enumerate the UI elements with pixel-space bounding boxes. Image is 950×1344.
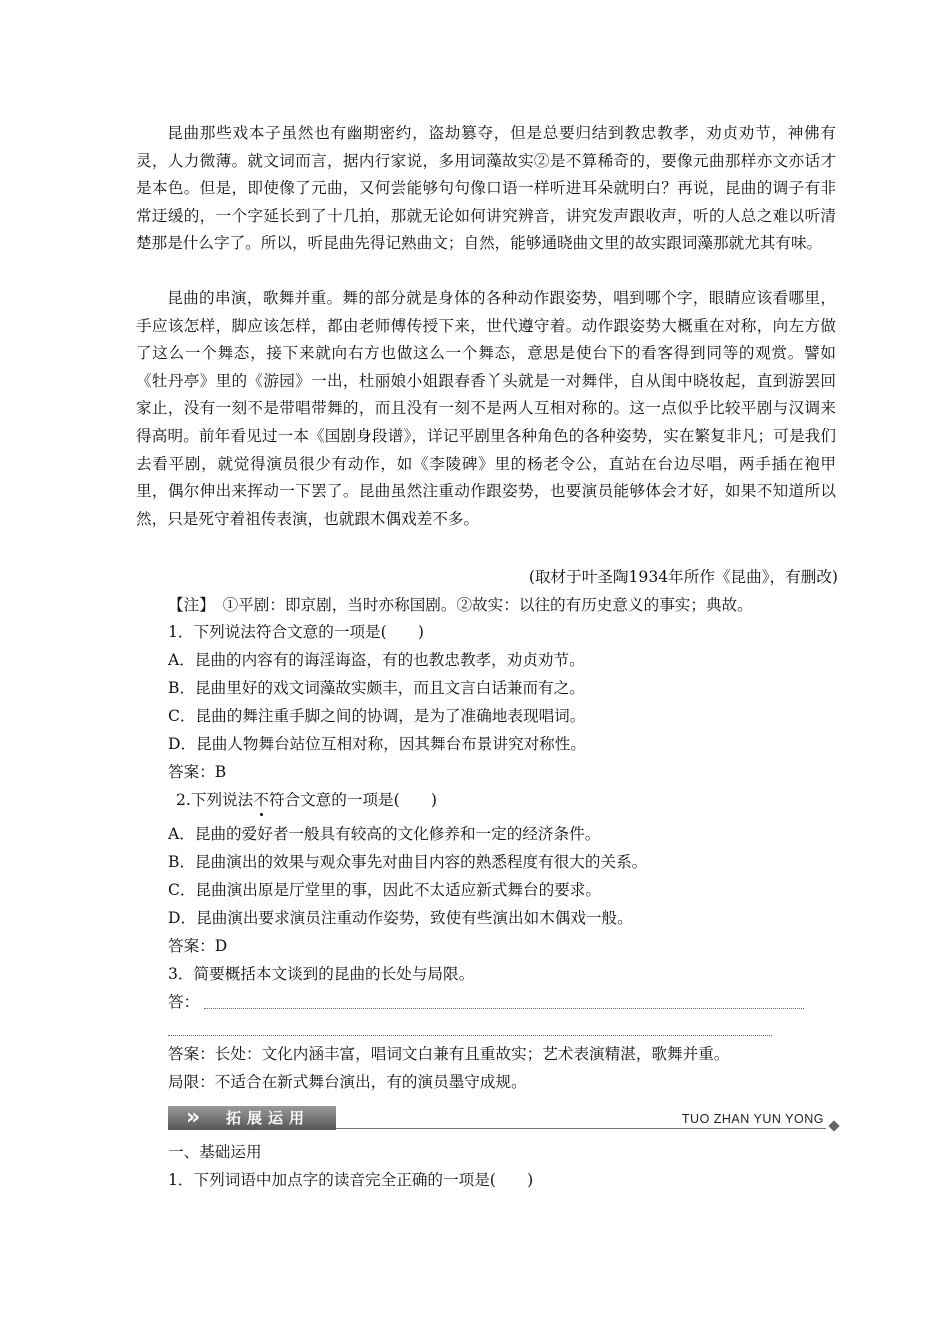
passage-paragraph-1: 昆曲那些戏本子虽然也有幽期密约，盗劫篡夺，但是总要归结到教忠教孝，劝贞劝节，神佛有灵，人力微薄。就文词而言，据内行家说，多用词藻故实②是不算稀奇的，要像元曲那样亦文亦话才是本色。但是，即使像了元曲，又何尝能够句句像口语一样听进耳朵就明白？再说，昆曲的调子有非常迂缓的，一个字延长到了十几拍，那就无论如何讲究辨音，讲究发声跟收声，听的人总之难以听清楚那是什么字了。所以，听昆曲先得记熟曲文；自然，能够通晓曲文里的故实跟词藻那就尤其有味。: [136, 124, 836, 253]
question-3-stem: 3．简要概括本文谈到的昆曲的长处与局限。: [168, 965, 475, 983]
question-1-option-a: A．昆曲的内容有的诲淫诲盗，有的也教忠教孝，劝贞劝节。: [168, 651, 585, 669]
question-1-option-b: B．昆曲里好的戏文词藻故实颇丰，而且文言白话兼而有之。: [168, 679, 585, 697]
section-question-1: 1．下列词语中加点字的读音完全正确的一项是( ): [168, 1171, 534, 1189]
question-1-option-d: D．昆曲人物舞台站位互相对称，因其舞台布景讲究对称性。: [168, 735, 586, 753]
banner-title: 拓展运用: [226, 1109, 311, 1127]
question-2-option-b: B．昆曲演出的效果与观众事先对曲目内容的熟悉程度有很大的关系。: [168, 853, 648, 871]
question-2-option-c: C．昆曲演出原是厅堂里的事，因此不太适应新式舞台的要求。: [168, 881, 601, 899]
passage-paragraph-2: 昆曲的串演，歌舞并重。舞的部分就是身体的各种动作跟姿势，唱到哪个字，眼睛应该看哪里，手应该怎样，脚应该怎样，都由老师傅传授下来，世代遵守着。动作跟姿势大概重在对称，向左方做了这么一个舞态，接下来就向右方也做这么一个舞态，意思是使台下的看客得到同等的观赏。譬如《牡丹亭》里的《游园》一出，杜丽娘小姐跟春香丫头就是一对舞伴，自从闺中晓妆起，直到游罢回家止，没有一刻不是带唱带舞的，而且没有一刻不是两人互相对称的。这一点似乎比较平剧与汉调来得高明。前年看见过一本《国剧身段谱》，详记平剧里各种角色的各种姿势，实在繁复非凡；可是我们去看平剧，就觉得演员很少有动作，如《李陵碑》里的杨老令公，直站在台边尽唱，两手插在袍甲里，偶尔伸出来挥动一下罢了。昆曲虽然注重动作跟姿势，也要演员能够体会才好，如果不知道所以然，只是死守着祖传表演，也就跟木偶戏差不多。: [136, 289, 836, 528]
question-2-option-a: A．昆曲的爱好者一般具有较高的文化修养和一定的经济条件。: [168, 825, 601, 843]
question-3-answer-line-2: 局限：不适合在新式舞台演出，有的演员墨守成规。: [168, 1073, 527, 1091]
question-3-answer-label: 答：: [168, 993, 200, 1011]
passage-note: 【注】 ①平剧：即京剧，当时亦称国剧。②故实：以往的有历史意义的事实；典故。: [168, 596, 753, 614]
diamond-icon: [828, 1120, 839, 1131]
question-2-stem-pre: 2.下列说法: [176, 791, 254, 809]
banner-rule: [336, 1128, 826, 1129]
passage-source: (取材于叶圣陶1934年所作《昆曲》，有删改): [528, 568, 838, 586]
section-banner: [168, 1103, 840, 1133]
section-heading: 一、基础运用: [168, 1143, 262, 1161]
chevron-right-icon: »: [186, 1105, 201, 1130]
answer-line-1[interactable]: [204, 1008, 804, 1009]
question-1-answer: 答案：B: [168, 763, 227, 781]
question-1-option-c: C．昆曲的舞注重手脚之间的协调，是为了准确地表现唱词。: [168, 707, 586, 725]
question-1-stem: 1．下列说法符合文意的一项是( ): [168, 623, 424, 641]
emphasis-dot-char: 不: [253, 788, 269, 812]
banner-english: TUO ZHAN YUN YONG: [678, 1111, 824, 1127]
question-2-option-d: D．昆曲演出要求演员注重动作姿势，致使有些演出如木偶戏一般。: [168, 909, 633, 927]
question-2-stem-post: 符合文意的一项是( ): [268, 791, 437, 809]
question-2-stem: [176, 788, 856, 812]
question-2-answer: 答案：D: [168, 937, 228, 955]
answer-line-2[interactable]: [168, 1035, 772, 1036]
question-3-answer-line-1: 答案：长处：文化内涵丰富，唱词文白兼有且重故实；艺术表演精湛，歌舞并重。: [168, 1045, 730, 1063]
